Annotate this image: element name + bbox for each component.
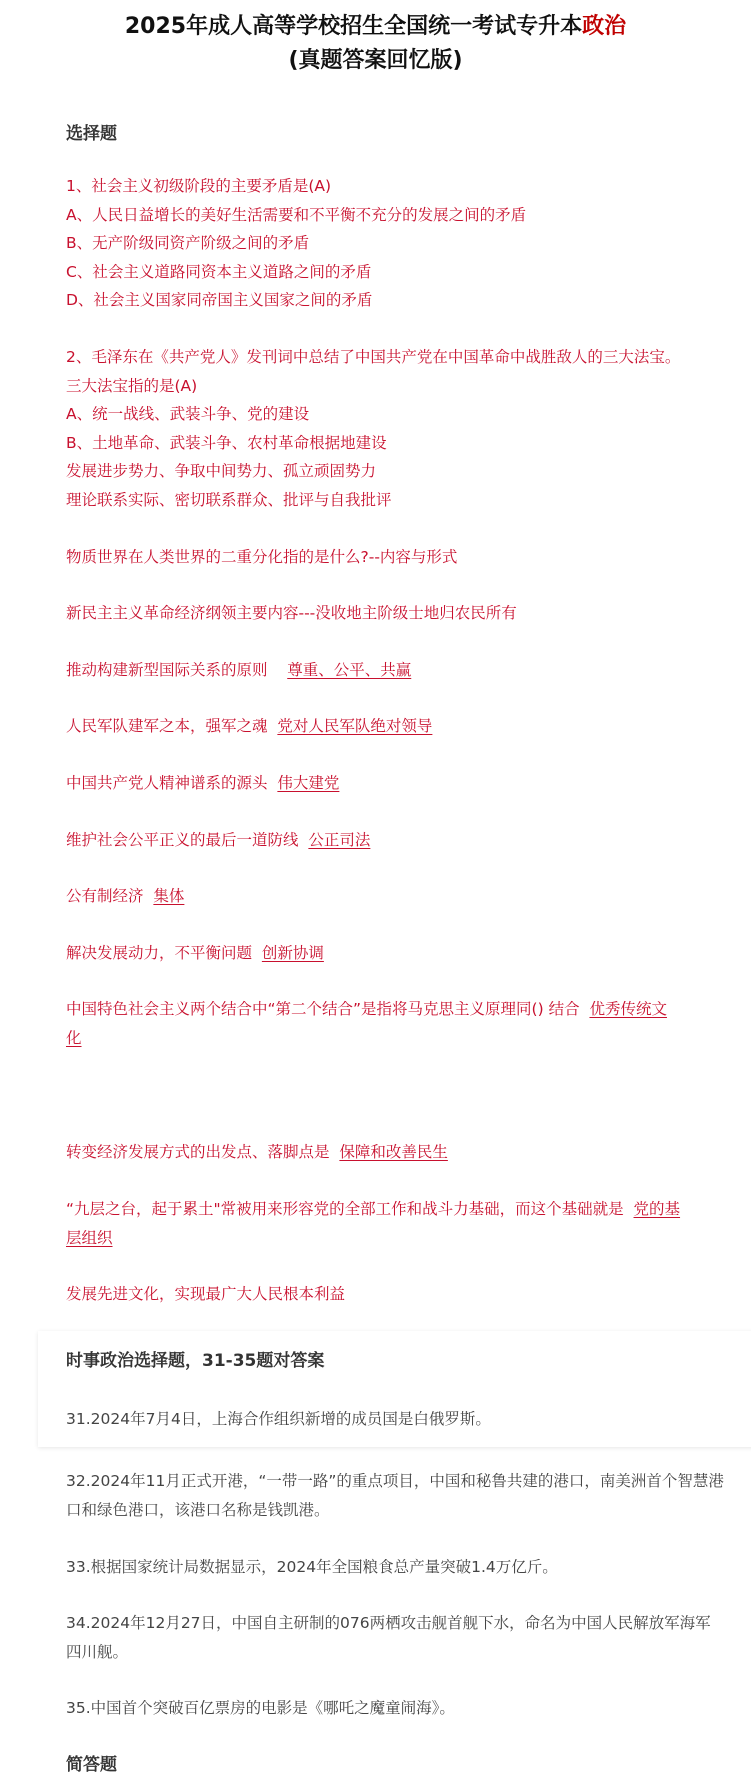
document-title — [0, 0, 751, 78]
qa-item — [66, 712, 726, 741]
qa-question: 中国特色社会主义两个结合中“第二个结合”是指将马克思主义原理同() 结合 — [66, 1000, 580, 1019]
qa-question: 中国共产党人精神谱系的源头 — [66, 773, 268, 792]
question-2-option-b: B、土地革命、武装斗争、农村革命根据地建设 — [66, 433, 387, 452]
question-1-option-b: B、无产阶级同资产阶级之间的矛盾 — [66, 234, 310, 253]
qa-question: 人民军队建军之本，强军之魂 — [66, 717, 268, 736]
qa-answer: 集体 — [153, 887, 185, 906]
qa-answer: 尊重、公平、共赢 — [287, 660, 412, 679]
qa-tower-line-2 — [66, 1224, 726, 1253]
qa-combination-line-1 — [66, 995, 726, 1024]
question-1 — [66, 172, 726, 315]
qa-item — [66, 882, 726, 911]
current-affairs-item-32: 32.2024年11月正式开港，“一带一路”的重点项目，中国和秘鲁共建的港口，南美洲首个智慧港口和绿色港口，该港口名称是钱凯港。 — [66, 1472, 724, 1520]
current-affairs-item-31: 31.2024年7月4日，上海合作组织新增的成员国是白俄罗斯。 — [66, 1409, 491, 1428]
qa-tower-line-1 — [66, 1195, 726, 1224]
qa-item — [66, 656, 726, 685]
qa-answer: 保障和改善民生 — [339, 1143, 448, 1162]
question-2-stem-line-1: 2、毛泽东在《共产党人》发刊词中总结了中国共产党在中国革命中战胜敌人的三大法宝。 — [66, 347, 681, 366]
qa-answer-continued: 层组织 — [66, 1228, 113, 1247]
question-2-stem-line-2: 三大法宝指的是(A) — [66, 376, 198, 395]
qa-item-tower — [66, 1195, 726, 1252]
qa-item — [66, 599, 726, 628]
question-1-option-d: D、社会主义国家同帝国主义国家之间的矛盾 — [66, 291, 373, 310]
qa-answer-continued: 化 — [66, 1028, 82, 1047]
qa-item: 发展先进文化，实现最广大人民根本利益 — [66, 1285, 346, 1304]
document-body — [0, 120, 726, 1779]
title-prefix: 2025年成人高等学校招生全国统一考试专升本 — [124, 14, 583, 39]
qa-item — [66, 543, 726, 572]
qa-question: 物质世界在人类世界的二重分化指的是什么?--内容与形式 — [66, 547, 458, 566]
qa-item — [66, 826, 726, 855]
current-affairs-item-34: 34.2024年12月27日，中国自主研制的076两栖攻击舰首舰下水，命名为中国人民解放军海军四川舰。 — [66, 1614, 711, 1661]
question-1-option-c: C、社会主义道路同资本主义道路之间的矛盾 — [66, 262, 372, 281]
question-2 — [66, 343, 726, 515]
qa-item — [66, 939, 726, 968]
qa-question: 公有制经济 — [66, 887, 144, 906]
qa-question: 推动构建新型国际关系的原则 — [66, 660, 268, 679]
qa-item-combination — [66, 995, 726, 1052]
qa-combination-line-2 — [66, 1024, 726, 1053]
qa-question: 转变经济发展方式的出发点、落脚点是 — [66, 1143, 330, 1162]
qa-item — [66, 1138, 726, 1167]
current-affairs-item-33: 33.根据国家统计局数据显示，2024年全国粮食总产量突破1.4万亿斤。 — [66, 1557, 558, 1576]
qa-answer: 公正司法 — [308, 830, 371, 849]
qa-answer: 创新协调 — [261, 943, 324, 962]
question-2-option-c: 发展进步势力、争取中间势力、孤立顽固势力 — [66, 462, 377, 481]
qa-answer: 优秀传统文 — [589, 1000, 667, 1019]
question-2-option-d: 理论联系实际、密切联系群众、批评与自我批评 — [66, 490, 392, 509]
qa-question: “九层之台，起于累土"常被用来形容党的全部工作和战斗力基础，而这个基础就是 — [66, 1200, 624, 1219]
qa-answer: 党对人民军队绝对领导 — [277, 717, 433, 736]
current-affairs-item-35: 35.中国首个突破百亿票房的电影是《哪吒之魔童闹海》。 — [66, 1699, 455, 1718]
qa-item — [66, 769, 726, 798]
section-heading-short-answer: 简答题 — [66, 1755, 117, 1775]
section-heading-choice: 选择题 — [66, 124, 117, 144]
question-1-stem: 1、社会主义初级阶段的主要矛盾是(A) — [66, 177, 332, 195]
qa-answer: 党的基 — [633, 1200, 681, 1219]
qa-question: 维护社会公平正义的最后一道防线 — [66, 830, 299, 849]
qa-question: 解决发展动力，不平衡问题 — [66, 943, 253, 962]
current-affairs-header-block — [38, 1331, 751, 1448]
title-line-2: (真题答案回忆版) — [288, 48, 463, 73]
question-2-option-a: A、统一战线、武装斗争、党的建设 — [66, 405, 310, 424]
section-heading-current-affairs: 时事政治选择题，31-35题对答案 — [66, 1350, 325, 1371]
qa-question: 新民主主义革命经济纲领主要内容---没收地主阶级士地归农民所有 — [66, 604, 517, 623]
qa-answer: 伟大建党 — [277, 773, 340, 792]
title-line-1 — [0, 10, 751, 44]
title-highlight: 政治 — [582, 14, 627, 39]
question-1-option-a: A、人民日益增长的美好生活需要和不平衡不充分的发展之间的矛盾 — [66, 205, 527, 224]
